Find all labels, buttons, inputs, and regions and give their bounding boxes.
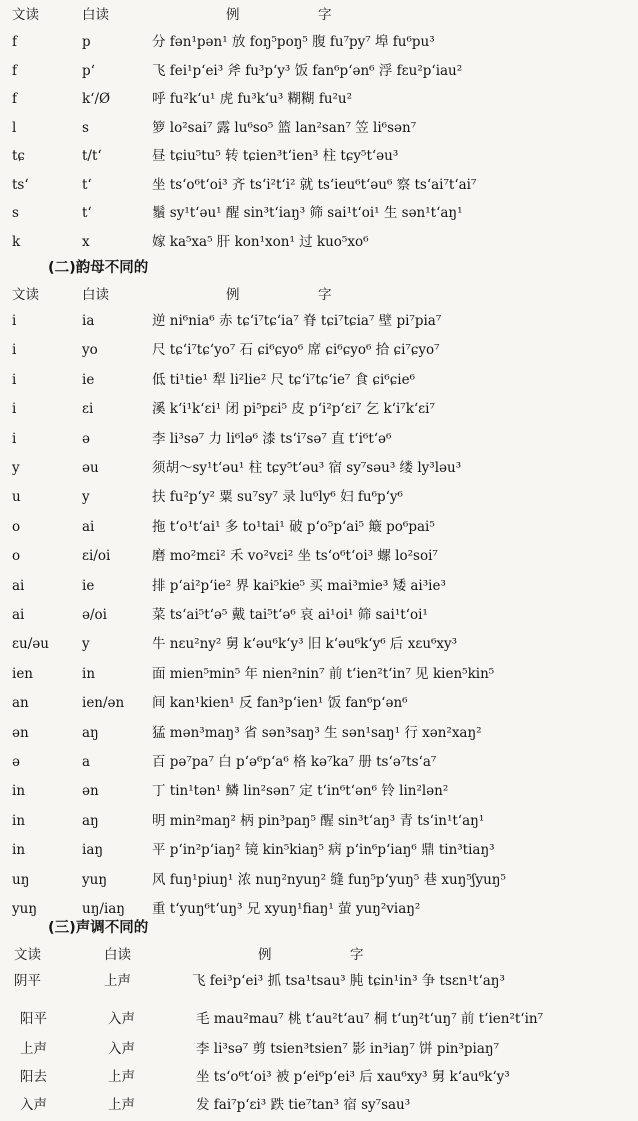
cell-wen: ɛu/əu [12,636,49,653]
cell-wen: o [12,548,21,565]
table-row [0,835,638,866]
cell-wen: in [12,783,26,800]
table-row [0,335,638,366]
cell-examples: 尺 tɕ‘i⁷tɕ‘yo⁷ 石 ɕi⁶ɕyo⁶ 席 ɕi⁶ɕyo⁶ 拾 ɕi⁷ɕyo⁷ [152,342,440,359]
header-bai: 白读 [104,947,131,963]
cell-bai: p‘ [82,62,95,79]
cell-bai: ə [82,430,90,447]
cell-examples: 猛 mən³maŋ³ 省 sən³saŋ³ 生 sən¹saŋ¹ 行 xən²xaŋ² [152,724,482,741]
cell-wen: u [12,489,21,506]
section-title-tones: (三)声调不同的 [48,920,149,936]
cell-wen: k [12,233,21,250]
table-row [0,170,638,201]
cell-examples: 明 min²maŋ² 柄 pin³paŋ⁵ 醒 sin³t‘aŋ³ 青 ts‘in¹t‘aŋ¹ [152,812,485,829]
table-row [0,113,638,144]
cell-bai: ɛi/oi [82,548,111,565]
cell-bai: uŋ/iaŋ [82,901,125,917]
header-wen: 文读 [12,7,39,23]
cell-bai: iaŋ [82,842,104,859]
table-row [0,394,638,425]
table-row [0,453,638,484]
cell-bai: y [82,636,90,653]
cell-wen: ən [12,724,29,741]
table-row [0,512,638,543]
header-bai: 白读 [82,287,109,303]
cell-examples: 重 t‘yuŋ⁶t‘uŋ³ 兄 xyuŋ¹fiaŋ¹ 萤 yuŋ²viaŋ² [152,901,421,917]
table-row [0,27,638,58]
cell-bai: ien/ən [82,695,125,712]
cell-wen: ien [12,665,34,682]
cell-bai: x [82,233,90,250]
cell-wen: ə [12,754,20,770]
cell-examples: 李 li³sə⁷ 力 li⁶lə⁶ 漆 ts‘i⁷sə⁷ 直 t‘i⁶t‘ə⁶ [152,430,392,447]
cell-bai: əu [82,460,99,476]
table-row [0,306,638,337]
cell-examples: 昼 tɕiu⁵tu⁵ 转 tɕien³t‘ien³ 柱 tɕy⁵t‘əu³ [152,148,399,164]
header-zi: 字 [318,287,332,303]
cell-wen: ai [12,577,25,594]
cell-examples: 分 fən¹pən¹ 放 foŋ⁵poŋ⁵ 腹 fu⁷py⁷ 埠 fu⁶pu³ [152,34,435,50]
cell-bai: p [82,34,91,50]
cell-wen: in [12,812,26,829]
cell-examples: 逆 ni⁶nia⁶ 赤 tɕ‘i⁷tɕ‘ia⁷ 脊 tɕi⁷tɕia⁷ 壁 pi⁷pia⁷ [152,313,442,329]
cell-examples: 毛 mau²mau⁷ 桃 t‘au²t‘au⁷ 桐 t‘uŋ²t‘uŋ⁷ 前 t‘ien²t‘in⁷ [196,1011,543,1027]
table-row [0,141,638,172]
cell-examples: 菜 ts‘ai⁵t‘ə⁵ 戴 tai⁵t‘ə⁶ 哀 ai¹oi¹ 筛 sai¹t‘oi¹ [152,607,428,623]
cell-bai: ia [82,313,95,329]
table-row [0,424,638,455]
cell-wen: yuŋ [12,901,38,917]
cell-bai: y [82,489,90,506]
table-row [0,227,638,258]
cell-bai: aŋ [82,812,99,829]
cell-bai: 入声 [108,1011,135,1027]
cell-wen: l [12,119,17,136]
cell-examples: 平 p‘in²p‘iaŋ² 镜 kin⁵kiaŋ⁵ 病 p‘in⁶p‘iaŋ⁶ 鼎 tin³tiaŋ³ [152,842,495,859]
table-row [0,688,638,719]
cell-wen: s [12,205,19,221]
cell-bai: t‘ [82,176,92,193]
header-li: 例 [226,287,240,303]
table-row [0,1004,638,1035]
cell-examples: 飞 fei³p‘ei³ 抓 tsa¹tsau³ 肫 tɕin¹in³ 争 tsɛn¹t‘aŋ³ [192,973,505,989]
cell-examples: 间 kan¹kien¹ 反 fan³p‘ien¹ 饭 fan⁶p‘ən⁶ [152,695,408,712]
cell-examples: 牛 nɛu²ny² 舅 k‘əu⁶k‘y³ 旧 k‘əu⁶k‘y⁶ 后 xɛu⁶xy³ [152,636,458,653]
cell-wen: 阳去 [20,1069,47,1085]
table-row [0,198,638,229]
cell-wen: in [12,842,26,859]
cell-wen: ts‘ [12,176,29,193]
cell-wen: i [12,342,17,359]
cell-wen: 上声 [20,1041,47,1057]
header-bai: 白读 [82,7,109,23]
cell-examples: 风 fuŋ¹piuŋ¹ 浓 nuŋ²nyuŋ² 缝 fuŋ⁵p‘yuŋ⁵ 巷 xuŋ⁵ʃyuŋ⁵ [152,871,506,888]
table-row [0,659,638,690]
cell-bai: k‘/Ø [82,91,111,107]
cell-wen: tɕ [12,148,25,164]
table-row [0,571,638,602]
cell-examples: 须胡～sy¹t‘əu¹ 柱 tɕy⁵t‘əu³ 宿 sy⁷səu³ 缕 ly³ləu³ [152,460,462,476]
cell-bai: yuŋ [82,871,108,888]
cell-bai: t‘ [82,205,92,221]
table-row [0,1062,638,1093]
cell-wen: ai [12,607,25,623]
header-zi: 字 [318,7,332,23]
cell-bai: 入声 [108,1041,135,1057]
cell-wen: f [12,34,17,50]
cell-bai: ie [82,577,95,594]
cell-wen: uŋ [12,871,30,888]
cell-examples: 李 li³sə⁷ 剪 tsien³tsien⁷ 影 in³iaŋ⁷ 饼 pin³piaŋ⁷ [196,1041,500,1057]
table-row [0,56,638,87]
cell-examples: 拖 t‘o¹t‘ai¹ 多 to¹tai¹ 破 p‘o⁵p‘ai⁵ 簸 po⁶pai⁵ [152,518,435,535]
cell-wen: f [12,91,17,107]
cell-examples: 磨 mo²mɛi² 禾 vo²vɛi² 坐 ts‘o⁶t‘oi³ 螺 lo²soi⁷ [152,548,438,565]
table-row [0,865,638,896]
table-row [0,482,638,513]
cell-examples: 排 p‘ai²p‘ie² 界 kai⁵kie⁵ 买 mai³mie³ 矮 ai³ie³ [152,577,446,594]
cell-bai: a [82,754,91,770]
cell-bai: 上声 [108,1097,135,1113]
cell-wen: 阴平 [14,973,41,989]
header-li: 例 [258,947,272,963]
table-row [0,84,638,115]
cell-examples: 鬚 sy¹t‘əu¹ 醒 sin³t‘iaŋ³ 筛 sai¹t‘oi¹ 生 sən¹t‘aŋ¹ [152,205,463,221]
table-row [0,365,638,396]
cell-bai: 上声 [108,1069,135,1085]
cell-bai: ə/oi [82,607,107,623]
cell-bai: ən [82,783,99,800]
cell-bai: aŋ [82,724,99,741]
cell-wen: i [12,430,17,447]
header-li: 例 [226,7,240,23]
cell-examples: 箩 lo²sai⁷ 露 lu⁶so⁵ 篮 lan²san⁷ 笠 li⁶sən⁷ [152,119,417,136]
table-row [0,541,638,572]
cell-examples: 呼 fu²k‘u¹ 虎 fu³k‘u³ 糊糊 fu²u² [152,91,353,107]
cell-wen: i [12,371,17,388]
cell-wen: i [12,313,17,329]
header-wen: 文读 [14,947,41,963]
section-title-finals: (二)韵母不同的 [48,260,149,276]
cell-bai: t/t‘ [82,148,102,164]
cell-examples: 坐 ts‘o⁶t‘oi³ 齐 ts‘i²t‘i² 就 ts‘ieu⁶t‘əu⁶ 察 ts‘ai⁷t‘ai⁷ [152,176,477,193]
cell-wen: f [12,62,17,79]
cell-wen: an [12,695,29,712]
table-row [0,1034,638,1065]
cell-examples: 低 ti¹tie¹ 犁 li²lie² 尺 tɕ‘i⁷tɕ‘ie⁷ 食 ɕi⁶ɕie⁶ [152,371,415,388]
table-row [0,718,638,749]
header-wen: 文读 [12,287,39,303]
cell-examples: 溪 k‘i¹k‘ɛi¹ 闭 pi⁵pɛi⁵ 皮 p‘i²p‘ɛi⁷ 乞 k‘i⁷k‘ɛi⁷ [152,401,435,418]
cell-bai: yo [82,342,98,359]
header-zi: 字 [350,947,364,963]
cell-examples: 面 mien⁵min⁵ 年 nien²nin⁷ 前 t‘ien²t‘in⁷ 见 kien⁵kin⁵ [152,665,495,682]
cell-examples: 丁 tin¹tən¹ 鳞 lin²sən⁷ 定 t‘in⁶t‘ən⁶ 铃 lin²lən² [152,783,449,800]
cell-bai: 上声 [104,973,131,989]
cell-examples: 坐 ts‘o⁶t‘oi³ 被 p‘ei⁶p‘ei³ 后 xau⁶xy³ 舅 k‘au⁶k‘y³ [196,1069,510,1085]
cell-examples: 嫁 ka⁵xa⁵ 肝 kon¹xon¹ 过 kuo⁵xo⁶ [152,233,369,250]
cell-bai: in [82,665,96,682]
cell-examples: 飞 fei¹p‘ei³ 斧 fu³p‘y³ 饭 fan⁶p‘ən⁶ 浮 fɛu²p‘iau² [152,62,463,79]
cell-bai: ie [82,371,95,388]
cell-wen: 入声 [20,1097,47,1113]
table-row [0,966,638,997]
table-row [0,806,638,837]
table-row [0,1090,638,1121]
cell-bai: ɛi [82,401,94,418]
cell-examples: 发 fai⁷p‘ɛi³ 跌 tie⁷tan³ 宿 sy⁷sau³ [196,1097,411,1113]
cell-bai: s [82,119,89,136]
cell-wen: i [12,401,17,418]
table-row [0,776,638,807]
cell-bai: ai [82,518,95,535]
cell-wen: o [12,518,21,535]
cell-wen: 阳平 [20,1011,47,1027]
cell-wen: y [12,460,20,476]
table-row [0,747,638,778]
cell-examples: 百 pə⁷pa⁷ 白 p‘ə⁶p‘a⁶ 格 kə⁷ka⁷ 册 ts‘ə⁷ts‘a⁷ [152,754,437,770]
table-row [0,600,638,631]
cell-examples: 扶 fu²p‘y² 粟 su⁷sy⁷ 录 lu⁶ly⁶ 妇 fu⁶p‘y⁶ [152,489,403,506]
table-row [0,629,638,660]
